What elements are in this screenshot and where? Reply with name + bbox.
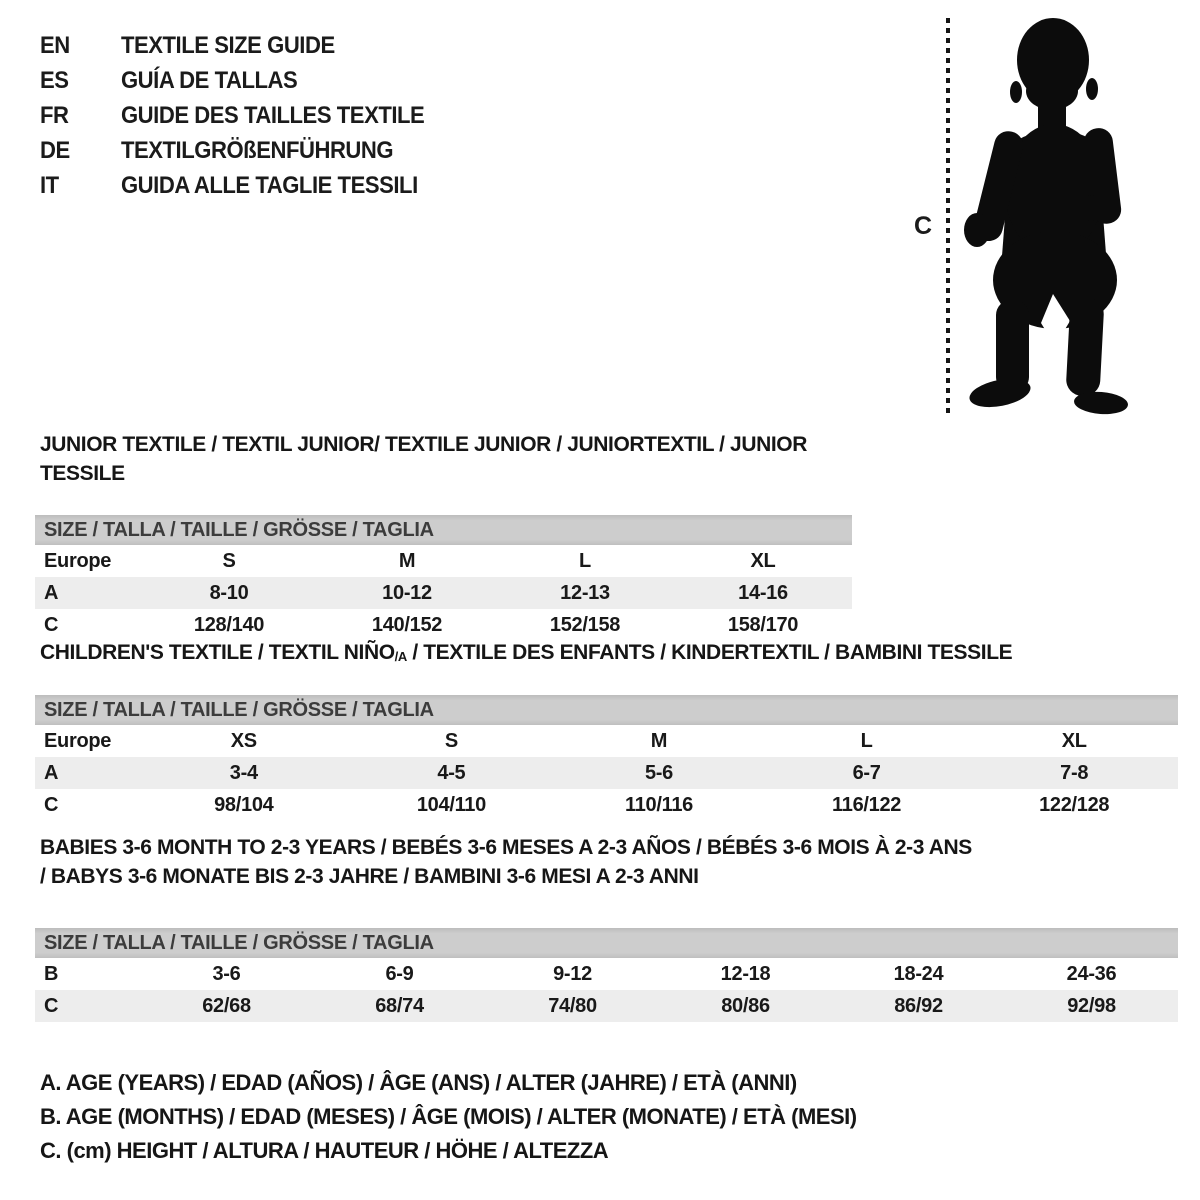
language-code: DE [40,137,70,164]
table-cell: 62/68 [202,994,251,1017]
table-cell: 8-10 [209,581,249,604]
table-row [35,789,1178,821]
table-cell: 9-12 [553,962,592,985]
measure-c-label: C [914,212,933,240]
table-cell: 4-5 [437,761,466,784]
table-cell: 80/86 [721,994,770,1017]
size-table [35,958,1178,1022]
table-row [35,757,1178,789]
section-junior-textile [35,430,852,641]
table-cell: 12-18 [720,962,771,985]
table-cell: XL [750,549,776,572]
table-cell: L [579,549,591,572]
language-row [40,168,424,203]
table-cell: 152/158 [549,613,621,636]
table-row [35,725,1178,757]
language-row [40,98,424,133]
language-title-list [40,28,424,203]
table-cell: 14-16 [738,581,788,604]
table-cell: 116/122 [832,793,902,816]
language-guide-title: TEXTILE SIZE GUIDE [120,32,335,59]
section-title-junior [40,430,852,488]
table-cell: S [444,729,458,752]
toddler-silhouette-icon [958,12,1148,417]
size-table-header: SIZE / TALLA / TAILLE / GRÖSSE / TAGLIA [35,928,1178,958]
language-guide-title: GUÍA DE TALLAS [120,67,298,94]
table-cell: 86/92 [894,994,943,1017]
table-cell: 110/116 [624,793,693,816]
section-title-children [40,638,1178,669]
section-children-textile [35,638,1178,821]
table-cell: 122/128 [1039,793,1110,816]
row-label: A [44,581,59,604]
table-cell: 92/98 [1067,994,1116,1017]
table-cell: L [860,729,873,752]
section-title-text: JUNIOR TEXTILE / TEXTIL JUNIOR/ TEXTILE JUNIOR / JUNIORTEXTIL / JUNIOR TESSILE [40,433,807,485]
table-row [35,545,852,577]
footnote-line: B. AGE (MONTHS) / EDAD (MESES) / ÂGE (MOIS) / ALTER (MONATE) / ETÀ (MESI) [40,1104,857,1129]
footnote-line: A. AGE (YEARS) / EDAD (AÑOS) / ÂGE (ANS) / ALTER (JAHRE) / ETÀ (ANNI) [40,1070,797,1095]
language-code: IT [40,172,59,199]
section-title-text: / TEXTILE DES ENFANTS / KINDERTEXTIL / BAMBINI TESSILE [406,641,1013,664]
language-row [40,28,424,63]
table-cell: S [222,549,236,572]
language-guide-title: TEXTILGRÖßENFÜHRUNG [120,137,394,164]
language-guide-title: GUIDE DES TAILLES TEXTILE [120,102,425,129]
table-row [35,609,852,641]
row-label: A [44,761,59,784]
table-cell: 18-24 [893,962,944,985]
table-cell: M [398,549,416,572]
section-title-text: CHILDREN'S TEXTILE / TEXTIL NIÑO [40,641,395,664]
table-cell: 6-7 [852,761,881,784]
language-row [40,63,424,98]
height-measure-figure [900,10,1160,422]
section-title-babies [40,833,980,891]
table-cell: 158/170 [727,613,799,636]
height-dashed-line [946,18,950,418]
row-label: C [44,793,59,816]
table-cell: M [650,729,668,752]
row-label: Europe [44,549,112,572]
row-label: Europe [44,729,112,752]
table-row [35,990,1178,1022]
table-cell: 12-13 [560,581,610,604]
table-cell: 6-9 [385,962,414,985]
row-label: B [44,962,59,985]
legend-footnotes [40,1066,857,1168]
table-cell: 98/104 [214,793,274,816]
language-code: FR [40,102,69,129]
table-cell: 5-6 [644,761,673,784]
table-row [35,958,1178,990]
language-row [40,133,424,168]
size-table [35,725,1178,821]
table-cell: 74/80 [548,994,597,1017]
language-guide-title: GUIDA ALLE TAGLIE TESSILI [120,172,418,199]
table-cell: 10-12 [382,581,432,604]
size-table-header: SIZE / TALLA / TAILLE / GRÖSSE / TAGLIA [35,695,1178,725]
table-cell: XL [1061,729,1087,752]
size-table [35,545,852,641]
row-label: C [44,994,59,1017]
footnote-line: C. (cm) HEIGHT / ALTURA / HAUTEUR / HÖHE / ALTEZZA [40,1138,609,1163]
size-table-header: SIZE / TALLA / TAILLE / GRÖSSE / TAGLIA [35,515,852,545]
table-cell: 68/74 [375,994,424,1017]
table-cell: 7-8 [1060,761,1089,784]
row-label: C [44,613,59,636]
table-cell: 128/140 [193,613,265,636]
language-code: ES [40,67,69,94]
table-cell: 3-4 [229,761,258,784]
table-cell: 104/110 [416,793,486,816]
language-code: EN [40,32,70,59]
section-title-text: BABIES 3-6 MONTH TO 2-3 YEARS / BEBÉS 3-6 MESES A 2-3 AÑOS / BÉBÉS 3-6 MOIS À 2-3 ANS / BABYS 3-6 MONATE BIS 2-3 JAHRE / BAMBINI 3-6 MESI A 2-3 ANNI [40,836,972,888]
table-row [35,577,852,609]
section-babies-textile [35,833,1178,1022]
table-cell: 3-6 [212,962,241,985]
table-cell: 24-36 [1066,962,1117,985]
section-title-text: /A [394,649,407,665]
table-cell: XS [230,729,257,752]
table-cell: 140/152 [371,613,443,636]
